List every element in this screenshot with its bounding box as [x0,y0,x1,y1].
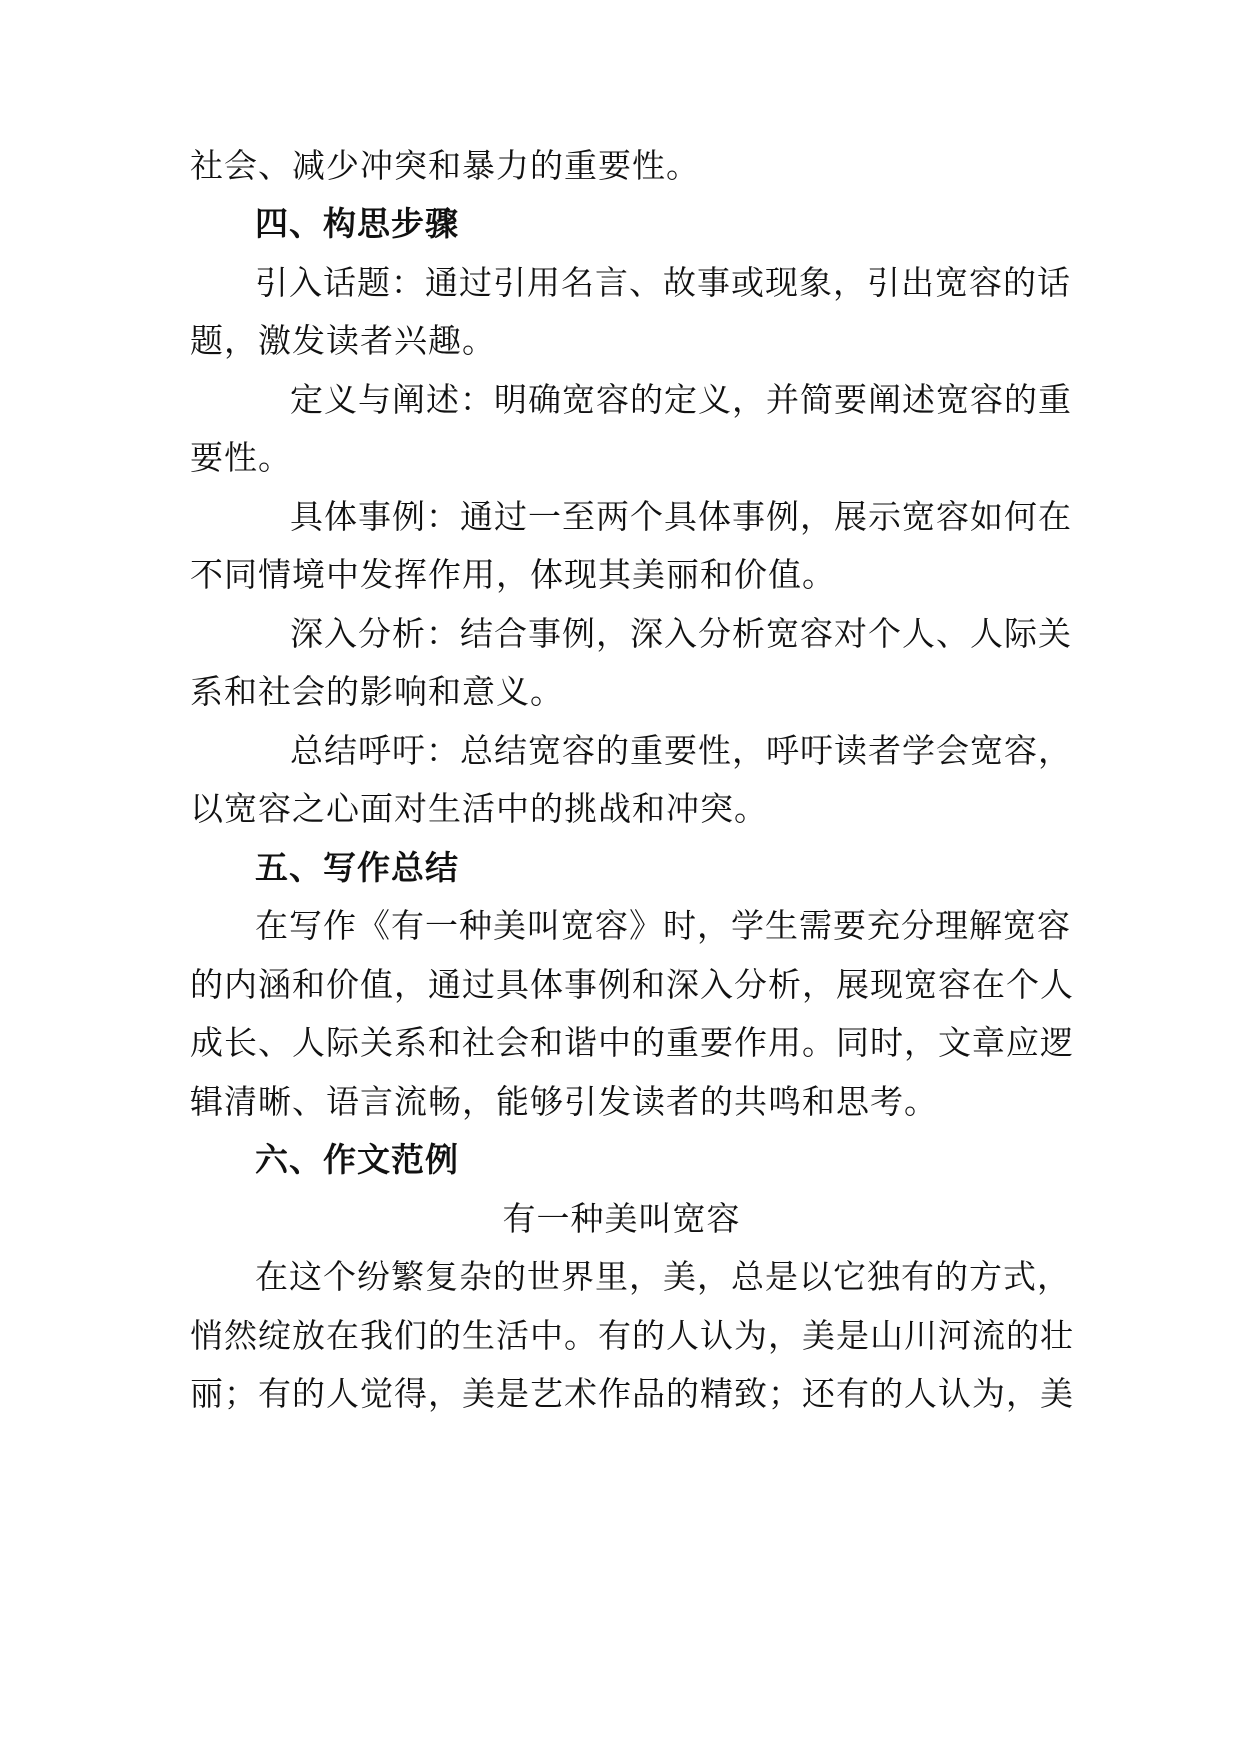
paragraph-line: 定义与阐述：明确宽容的定义，并简要阐述宽容的重 [290,380,1072,419]
paragraph-line: 丽；有的人觉得，美是艺术作品的精致；还有的人认为，美 [190,1374,1074,1413]
paragraph-line: 总结呼吁：总结宽容的重要性，呼吁读者学会宽容， [290,731,1072,770]
paragraph-line: 要性。 [190,438,292,477]
paragraph-line: 题，激发读者兴趣。 [190,321,496,360]
paragraph-line: 以宽容之心面对生活中的挑战和冲突。 [190,789,768,828]
paragraph-line: 引入话题：通过引用名言、故事或现象，引出宽容的话 [255,263,1071,302]
paragraph-line: 系和社会的影响和意义。 [190,672,564,711]
paragraph-line: 具体事例：通过一至两个具体事例，展示宽容如何在 [290,497,1072,536]
paragraph-line: 悄然绽放在我们的生活中。有的人认为，美是山川河流的壮 [190,1316,1074,1355]
paragraph-line: 社会、减少冲突和暴力的重要性。 [190,146,700,185]
section-heading-5: 五、写作总结 [255,848,459,887]
paragraph-line: 在这个纷繁复杂的世界里，美，总是以它独有的方式， [255,1257,1071,1296]
paragraph-line: 辑清晰、语言流畅，能够引发读者的共鸣和思考。 [190,1082,938,1121]
paragraph-line: 深入分析：结合事例，深入分析宽容对个人、人际关 [290,614,1072,653]
paragraph-line: 不同情境中发挥作用，体现其美丽和价值。 [190,555,836,594]
section-heading-6: 六、作文范例 [255,1140,459,1179]
section-heading-4: 四、构思步骤 [255,204,459,243]
paragraph-line: 的内涵和价值，通过具体事例和深入分析，展现宽容在个人 [190,965,1074,1004]
paragraph-line: 成长、人际关系和社会和谐中的重要作用。同时，文章应逻 [190,1023,1074,1062]
paragraph-line: 在写作《有一种美叫宽容》时，学生需要充分理解宽容 [255,906,1071,945]
essay-title: 有一种美叫宽容 [502,1199,741,1238]
